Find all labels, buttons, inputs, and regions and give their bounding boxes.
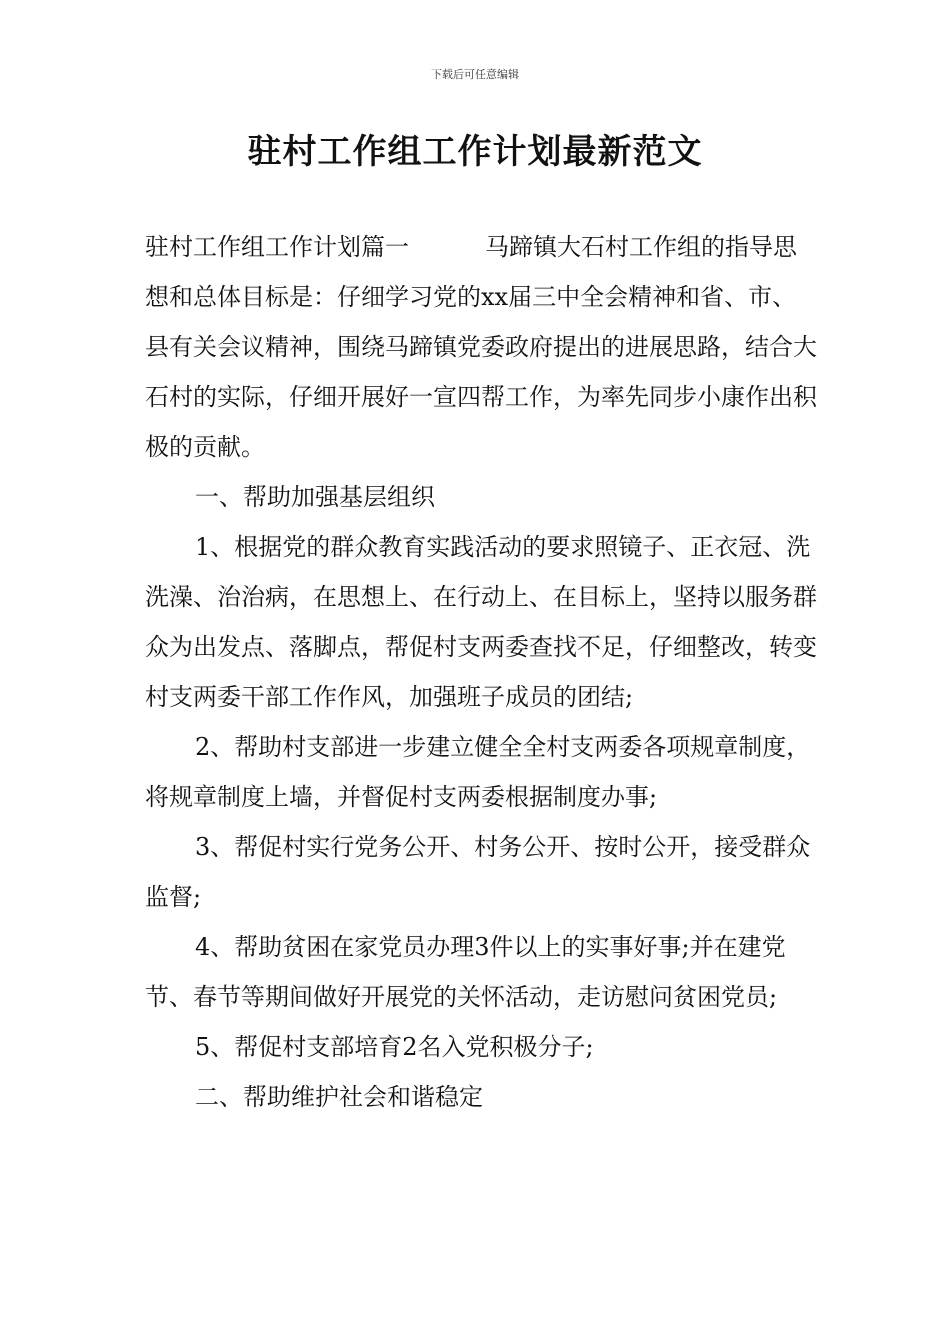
section-heading-2: 二、帮助维护社会和谐稳定 (195, 1083, 483, 1111)
paragraph-item-4: 4、帮助贫困在家党员办理3件以上的实事好事;并在建党节、春节等期间做好开展党的关怀活动，走访慰问贫困党员; (145, 933, 786, 1011)
document-body (145, 222, 817, 1122)
section-heading-1: 一、帮助加强基层组织 (195, 483, 435, 511)
document-title: 驻村工作组工作计划最新范文 (247, 132, 703, 172)
intro-paragraph (145, 222, 817, 472)
paragraph-item-1: 1、根据党的群众教育实践活动的要求照镜子、正衣冠、洗洗澡、治治病，在思想上、在行动上、在目标上，坚持以服务群众为出发点、落脚点，帮促村支两委查找不足，仔细整改，转变村支两委干部工作作风，加强班子成员的团结; (145, 533, 817, 711)
paragraph-item-3: 3、帮促村实行党务公开、村务公开、按时公开，接受群众监督; (145, 833, 811, 911)
intro-lead-heading: 驻村工作组工作计划篇一 (145, 233, 409, 261)
intro-text: 马蹄镇大石村工作组的指导思想和总体目标是：仔细学习党的xx届三中全会精神和省、市、县有关会议精神，围绕马蹄镇党委政府提出的进展思路，结合大石村的实际，仔细开展好一宣四帮工作，为率先同步小康作出积极的贡献。 (145, 233, 817, 461)
paragraph-item-2: 2、帮助村支部进一步建立健全全村支两委各项规章制度，将规章制度上墙，并督促村支两委根据制度办事; (145, 733, 811, 811)
header-note: 下载后可任意编辑 (431, 68, 519, 81)
paragraph-item-5: 5、帮促村支部培育2名入党积极分子; (195, 1033, 594, 1061)
